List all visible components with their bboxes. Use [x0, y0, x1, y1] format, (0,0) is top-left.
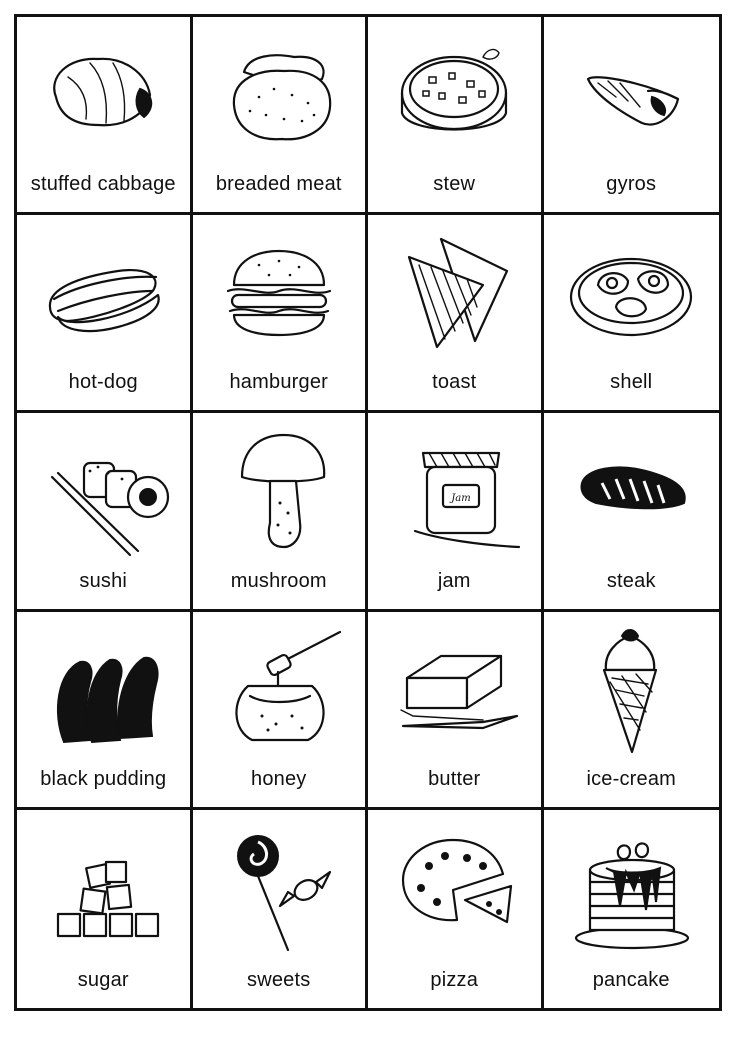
jam-icon	[379, 413, 529, 561]
black-pudding-icon	[28, 612, 178, 760]
card-hot-dog	[17, 215, 193, 413]
card-label: steak	[606, 569, 656, 592]
card-breaded-meat	[193, 17, 369, 215]
card-gyros	[544, 17, 720, 215]
card-sweets	[193, 810, 369, 1008]
sugar-icon	[28, 810, 178, 958]
pizza-icon	[379, 810, 529, 958]
honey-icon	[204, 612, 354, 760]
ice-cream-icon	[556, 612, 706, 760]
card-sugar	[17, 810, 193, 1008]
butter-icon	[379, 612, 529, 760]
card-label: pancake	[592, 968, 670, 991]
sushi-icon	[28, 413, 178, 561]
card-label: jam	[437, 569, 471, 592]
card-label: breaded meat	[215, 173, 342, 196]
card-label: sugar	[77, 968, 129, 991]
stuffed-cabbage-icon	[28, 17, 178, 165]
card-label: mushroom	[230, 569, 327, 592]
card-black-pudding	[17, 612, 193, 810]
card-stew	[368, 17, 544, 215]
card-hamburger	[193, 215, 369, 413]
flashcard-sheet	[14, 14, 722, 1011]
card-label: toast	[432, 371, 477, 394]
card-butter	[368, 612, 544, 810]
hot-dog-icon	[28, 215, 178, 363]
stew-icon	[379, 17, 529, 165]
toast-icon	[379, 215, 529, 363]
card-ice-cream	[544, 612, 720, 810]
card-shell	[544, 215, 720, 413]
shell-icon	[556, 215, 706, 363]
card-label: shell	[610, 371, 653, 394]
sweets-icon	[204, 810, 354, 958]
breaded-meat-icon	[204, 17, 354, 165]
hamburger-icon	[204, 215, 354, 363]
card-label: stew	[433, 173, 476, 196]
card-jam	[368, 413, 544, 611]
card-pancake	[544, 810, 720, 1008]
card-label: pizza	[430, 968, 479, 991]
card-steak	[544, 413, 720, 611]
card-label: honey	[251, 767, 307, 790]
card-label: sushi	[79, 569, 128, 592]
card-label: sweets	[247, 968, 311, 991]
card-sushi	[17, 413, 193, 611]
gyros-icon	[556, 17, 706, 165]
card-label: gyros	[606, 173, 657, 196]
card-label: ice-cream	[586, 767, 677, 790]
card-toast	[368, 215, 544, 413]
card-mushroom	[193, 413, 369, 611]
card-honey	[193, 612, 369, 810]
card-label: stuffed cabbage	[30, 173, 176, 196]
card-label: butter	[428, 767, 481, 790]
card-label: hamburger	[229, 371, 329, 394]
card-label: black pudding	[40, 767, 167, 790]
card-pizza	[368, 810, 544, 1008]
steak-icon	[556, 413, 706, 561]
pancake-icon	[556, 810, 706, 958]
card-label: hot-dog	[68, 371, 138, 394]
jar-label-text: Jam	[451, 493, 471, 505]
mushroom-icon	[204, 413, 354, 561]
card-stuffed-cabbage	[17, 17, 193, 215]
